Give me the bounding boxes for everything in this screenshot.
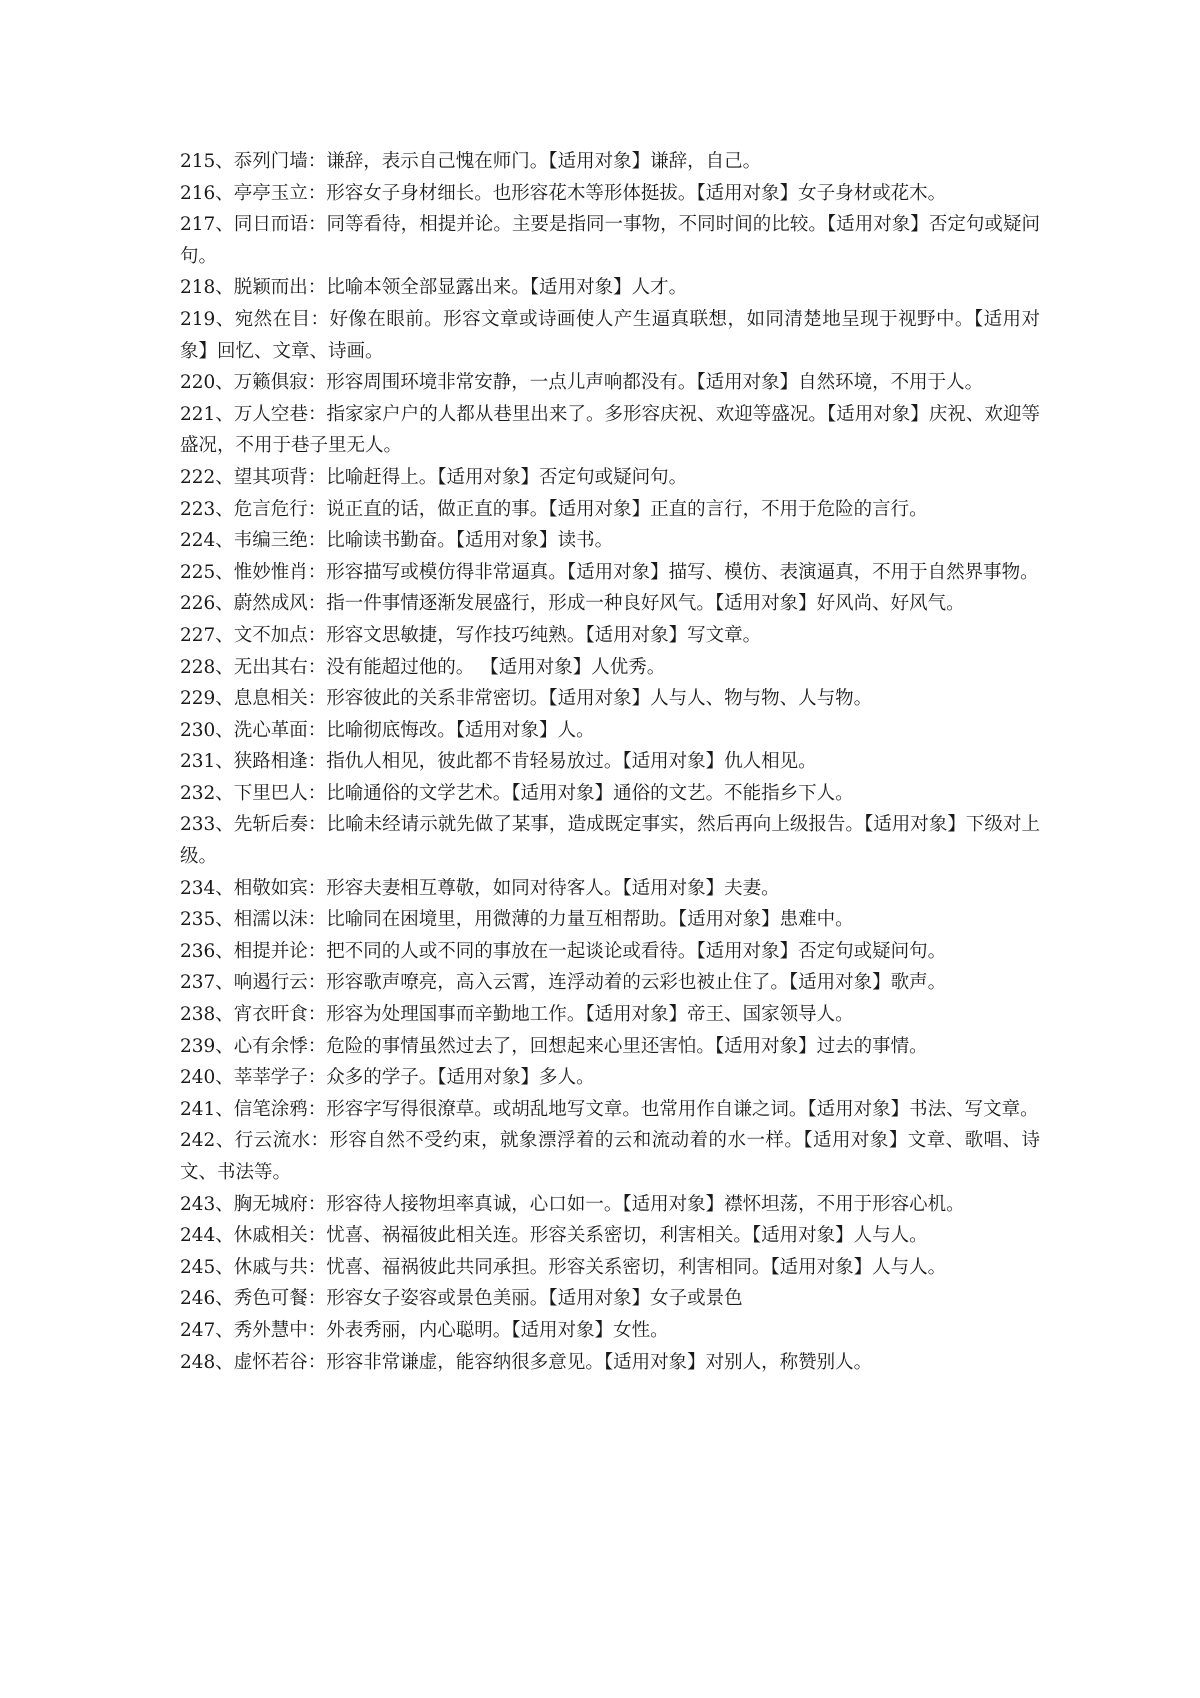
list-item: 241、信笔涂鸦：形容字写得很潦草。或胡乱地写文章。也常用作自谦之词。【适用对象】书法、写文章。	[180, 1098, 1039, 1120]
list-item: 228、无出其右：没有能超过他的。 【适用对象】人优秀。	[180, 656, 666, 678]
list-item: 248、虚怀若谷：形容非常谦虚，能容纳很多意见。【适用对象】对别人，称赞别人。	[180, 1351, 873, 1373]
list-item: 223、危言危行：说正直的话，做正直的事。【适用对象】正直的言行，不用于危险的言行。	[180, 498, 928, 520]
idiom-list	[180, 146, 1040, 1378]
list-item: 235、相濡以沫：比喻同在困境里，用微薄的力量互相帮助。【适用对象】患难中。	[180, 909, 854, 931]
list-item: 242、行云流水：形容自然不受约束，就象漂浮着的云和流动着的水一样。【适用对象】文章、歌唱、诗文、书法等。	[180, 1130, 1040, 1183]
list-item: 237、响遏行云：形容歌声嘹亮，高入云霄，连浮动着的云彩也被止住了。【适用对象】歌声。	[180, 972, 947, 994]
list-item: 231、狭路相逢：指仇人相见，彼此都不肯轻易放过。【适用对象】仇人相见。	[180, 751, 817, 773]
list-item: 224、韦编三绝：比喻读书勤奋。【适用对象】读书。	[180, 530, 614, 552]
list-item: 217、同日而语：同等看待，相提并论。主要是指同一事物，不同时间的比较。【适用对象】否定句或疑问句。	[180, 214, 1040, 267]
list-item: 225、惟妙惟肖：形容描写或模仿得非常逼真。【适用对象】描写、模仿、表演逼真，不用于自然界事物。	[180, 561, 1039, 583]
list-item: 220、万籁俱寂：形容周围环境非常安静，一点儿声响都没有。【适用对象】自然环境，不用于人。	[180, 372, 984, 394]
list-item: 238、宵衣旰食：形容为处理国事而辛勤地工作。【适用对象】帝王、国家领导人。	[180, 1004, 854, 1026]
list-item: 221、万人空巷：指家家户户的人都从巷里出来了。多形容庆祝、欢迎等盛况。【适用对象】庆祝、欢迎等盛况，不用于巷子里无人。	[180, 403, 1040, 457]
list-item: 226、蔚然成风：指一件事情逐渐发展盛行，形成一种良好风气。【适用对象】好风尚、好风气。	[180, 593, 965, 615]
list-item: 216、亭亭玉立：形容女子身材细长。也形容花木等形体挺拔。【适用对象】女子身材或花木。	[180, 182, 947, 204]
list-item: 230、洗心革面：比喻彻底悔改。【适用对象】人。	[180, 719, 595, 741]
list-item: 240、莘莘学子：众多的学子。【适用对象】多人。	[180, 1067, 595, 1089]
list-item: 222、望其项背：比喻赶得上。【适用对象】否定句或疑问句。	[180, 466, 688, 488]
list-item: 233、先斩后奏：比喻未经请示就先做了某事，造成既定事实，然后再向上级报告。【适用对象】下级对上级。	[180, 814, 1040, 868]
list-item: 245、休戚与共：忧喜、福祸彼此共同承担。形容关系密切，利害相同。【适用对象】人与人。	[180, 1256, 947, 1278]
list-item: 243、胸无城府：形容待人接物坦率真诚，心口如一。【适用对象】襟怀坦荡，不用于形容心机。	[180, 1193, 965, 1215]
list-item: 227、文不加点：形容文思敏捷，写作技巧纯熟。【适用对象】写文章。	[180, 624, 762, 646]
list-item: 218、脱颖而出：比喻本领全部显露出来。【适用对象】人才。	[180, 277, 688, 299]
list-item: 234、相敬如宾：形容夫妻相互尊敬，如同对待客人。【适用对象】夫妻。	[180, 877, 780, 899]
list-item: 246、秀色可餐：形容女子姿容或景色美丽。【适用对象】女子或景色	[180, 1288, 743, 1310]
list-item: 229、息息相关：形容彼此的关系非常密切。【适用对象】人与人、物与物、人与物。	[180, 688, 873, 710]
list-item: 247、秀外慧中：外表秀丽，内心聪明。【适用对象】女性。	[180, 1319, 669, 1341]
list-item: 239、心有余悸：危险的事情虽然过去了，回想起来心里还害怕。【适用对象】过去的事情。	[180, 1035, 928, 1057]
list-item: 215、忝列门墙：谦辞，表示自己愧在师门。【适用对象】谦辞，自己。	[180, 151, 762, 172]
list-item: 236、相提并论：把不同的人或不同的事放在一起谈论或看待。【适用对象】否定句或疑问句。	[180, 940, 947, 962]
list-item: 219、宛然在目：好像在眼前。形容文章或诗画使人产生逼真联想，如同清楚地呈现于视野中。【适用对象】回忆、文章、诗画。	[180, 308, 1040, 362]
list-item: 244、休戚相关：忧喜、祸福彼此相关连。形容关系密切，利害相关。【适用对象】人与人。	[180, 1225, 928, 1247]
list-item: 232、下里巴人：比喻通俗的文学艺术。【适用对象】通俗的文艺。不能指乡下人。	[180, 782, 854, 804]
